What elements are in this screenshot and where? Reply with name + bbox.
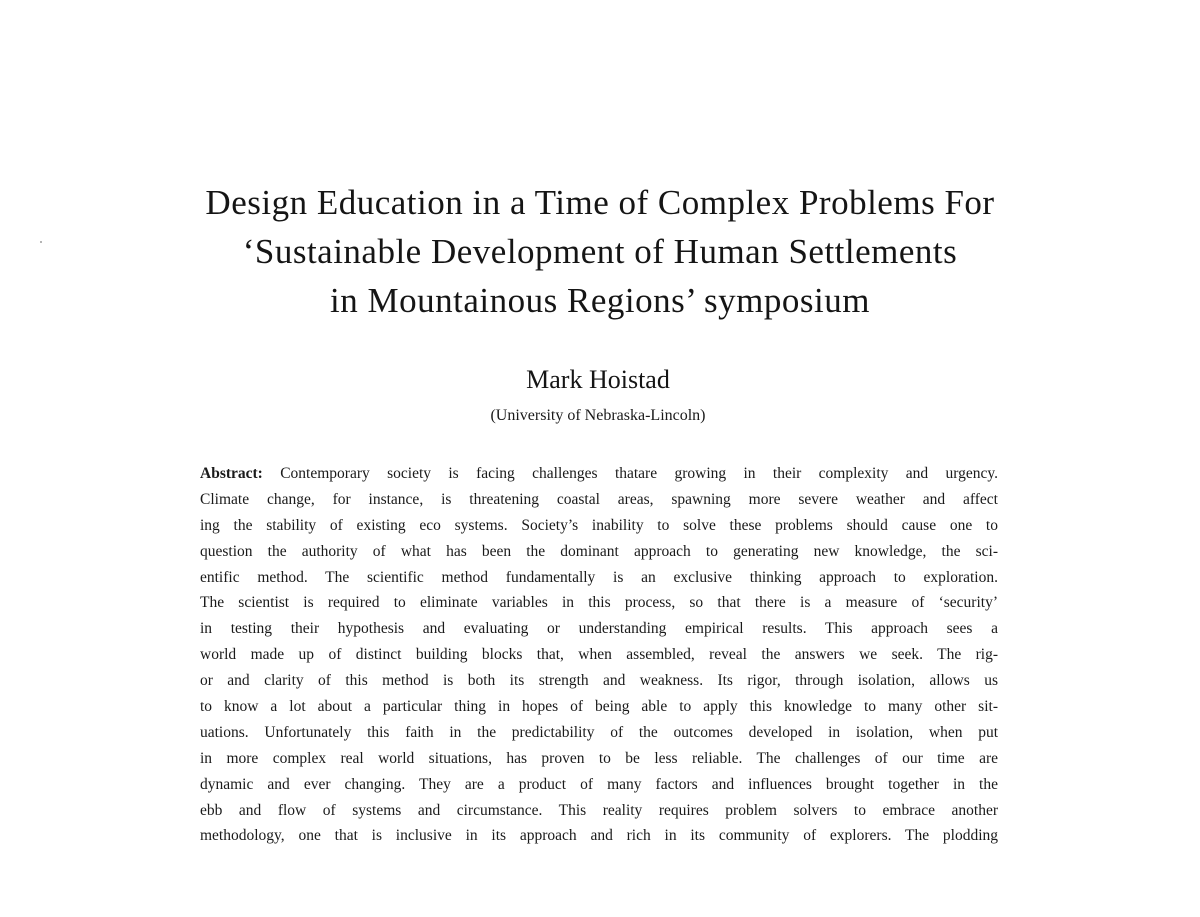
author-name: Mark Hoistad (526, 365, 670, 394)
title-line-1: Design Education in a Time of Complex Problems For (205, 183, 995, 222)
abstract-line-text: Contemporary society is facing challenges thatare growing in their complexity and urgency. (280, 465, 999, 482)
abstract (200, 461, 998, 849)
author-affiliation: (University of Nebraska-Lincoln) (490, 407, 706, 424)
abstract-line (200, 461, 998, 487)
abstract-label: Abstract: (200, 465, 263, 482)
abstract-line: methodology, one that is inclusive in its approach and rich in its community of explorers. The plodding (200, 827, 998, 845)
abstract-line: ebb and flow of systems and circumstance. This reality requires problem solvers to embrace another (200, 801, 998, 819)
abstract-line: Climate change, for instance, is threatening coastal areas, spawning more severe weather and affect (200, 490, 998, 508)
abstract-line: entific method. The scientific method fundamentally is an exclusive thinking approach to exploration. (200, 568, 998, 586)
abstract-line: or and clarity of this method is both its strength and weakness. Its rigor, through isolation, allows us (200, 672, 998, 690)
abstract-line: The scientist is required to eliminate variables in this process, so that there is a measure of ‘security’ (200, 594, 998, 612)
title-line-3: in Mountainous Regions’ symposium (330, 281, 870, 320)
paper-title (100, 178, 1100, 325)
abstract-line: uations. Unfortunately this faith in the predictability of the outcomes developed in isolation, when put (200, 723, 998, 741)
scan-speck (40, 241, 42, 243)
abstract-line: to know a lot about a particular thing in hopes of being able to apply this knowledge to many other sit- (200, 698, 998, 716)
abstract-line: world made up of distinct building blocks that, when assembled, reveal the answers we seek. The rig- (200, 646, 998, 664)
abstract-line: dynamic and ever changing. They are a product of many factors and influences brought together in the (200, 775, 998, 793)
abstract-line: question the authority of what has been the dominant approach to generating new knowledge, the sci- (200, 542, 998, 560)
abstract-line: ing the stability of existing eco systems. Society’s inability to solve these problems should cause one to (200, 516, 998, 534)
abstract-line: in more complex real world situations, has proven to be less reliable. The challenges of our time are (200, 749, 998, 767)
abstract-line: in testing their hypothesis and evaluating or understanding empirical results. This approach sees a (200, 620, 998, 638)
title-line-2: ‘Sustainable Development of Human Settlements (242, 232, 958, 271)
